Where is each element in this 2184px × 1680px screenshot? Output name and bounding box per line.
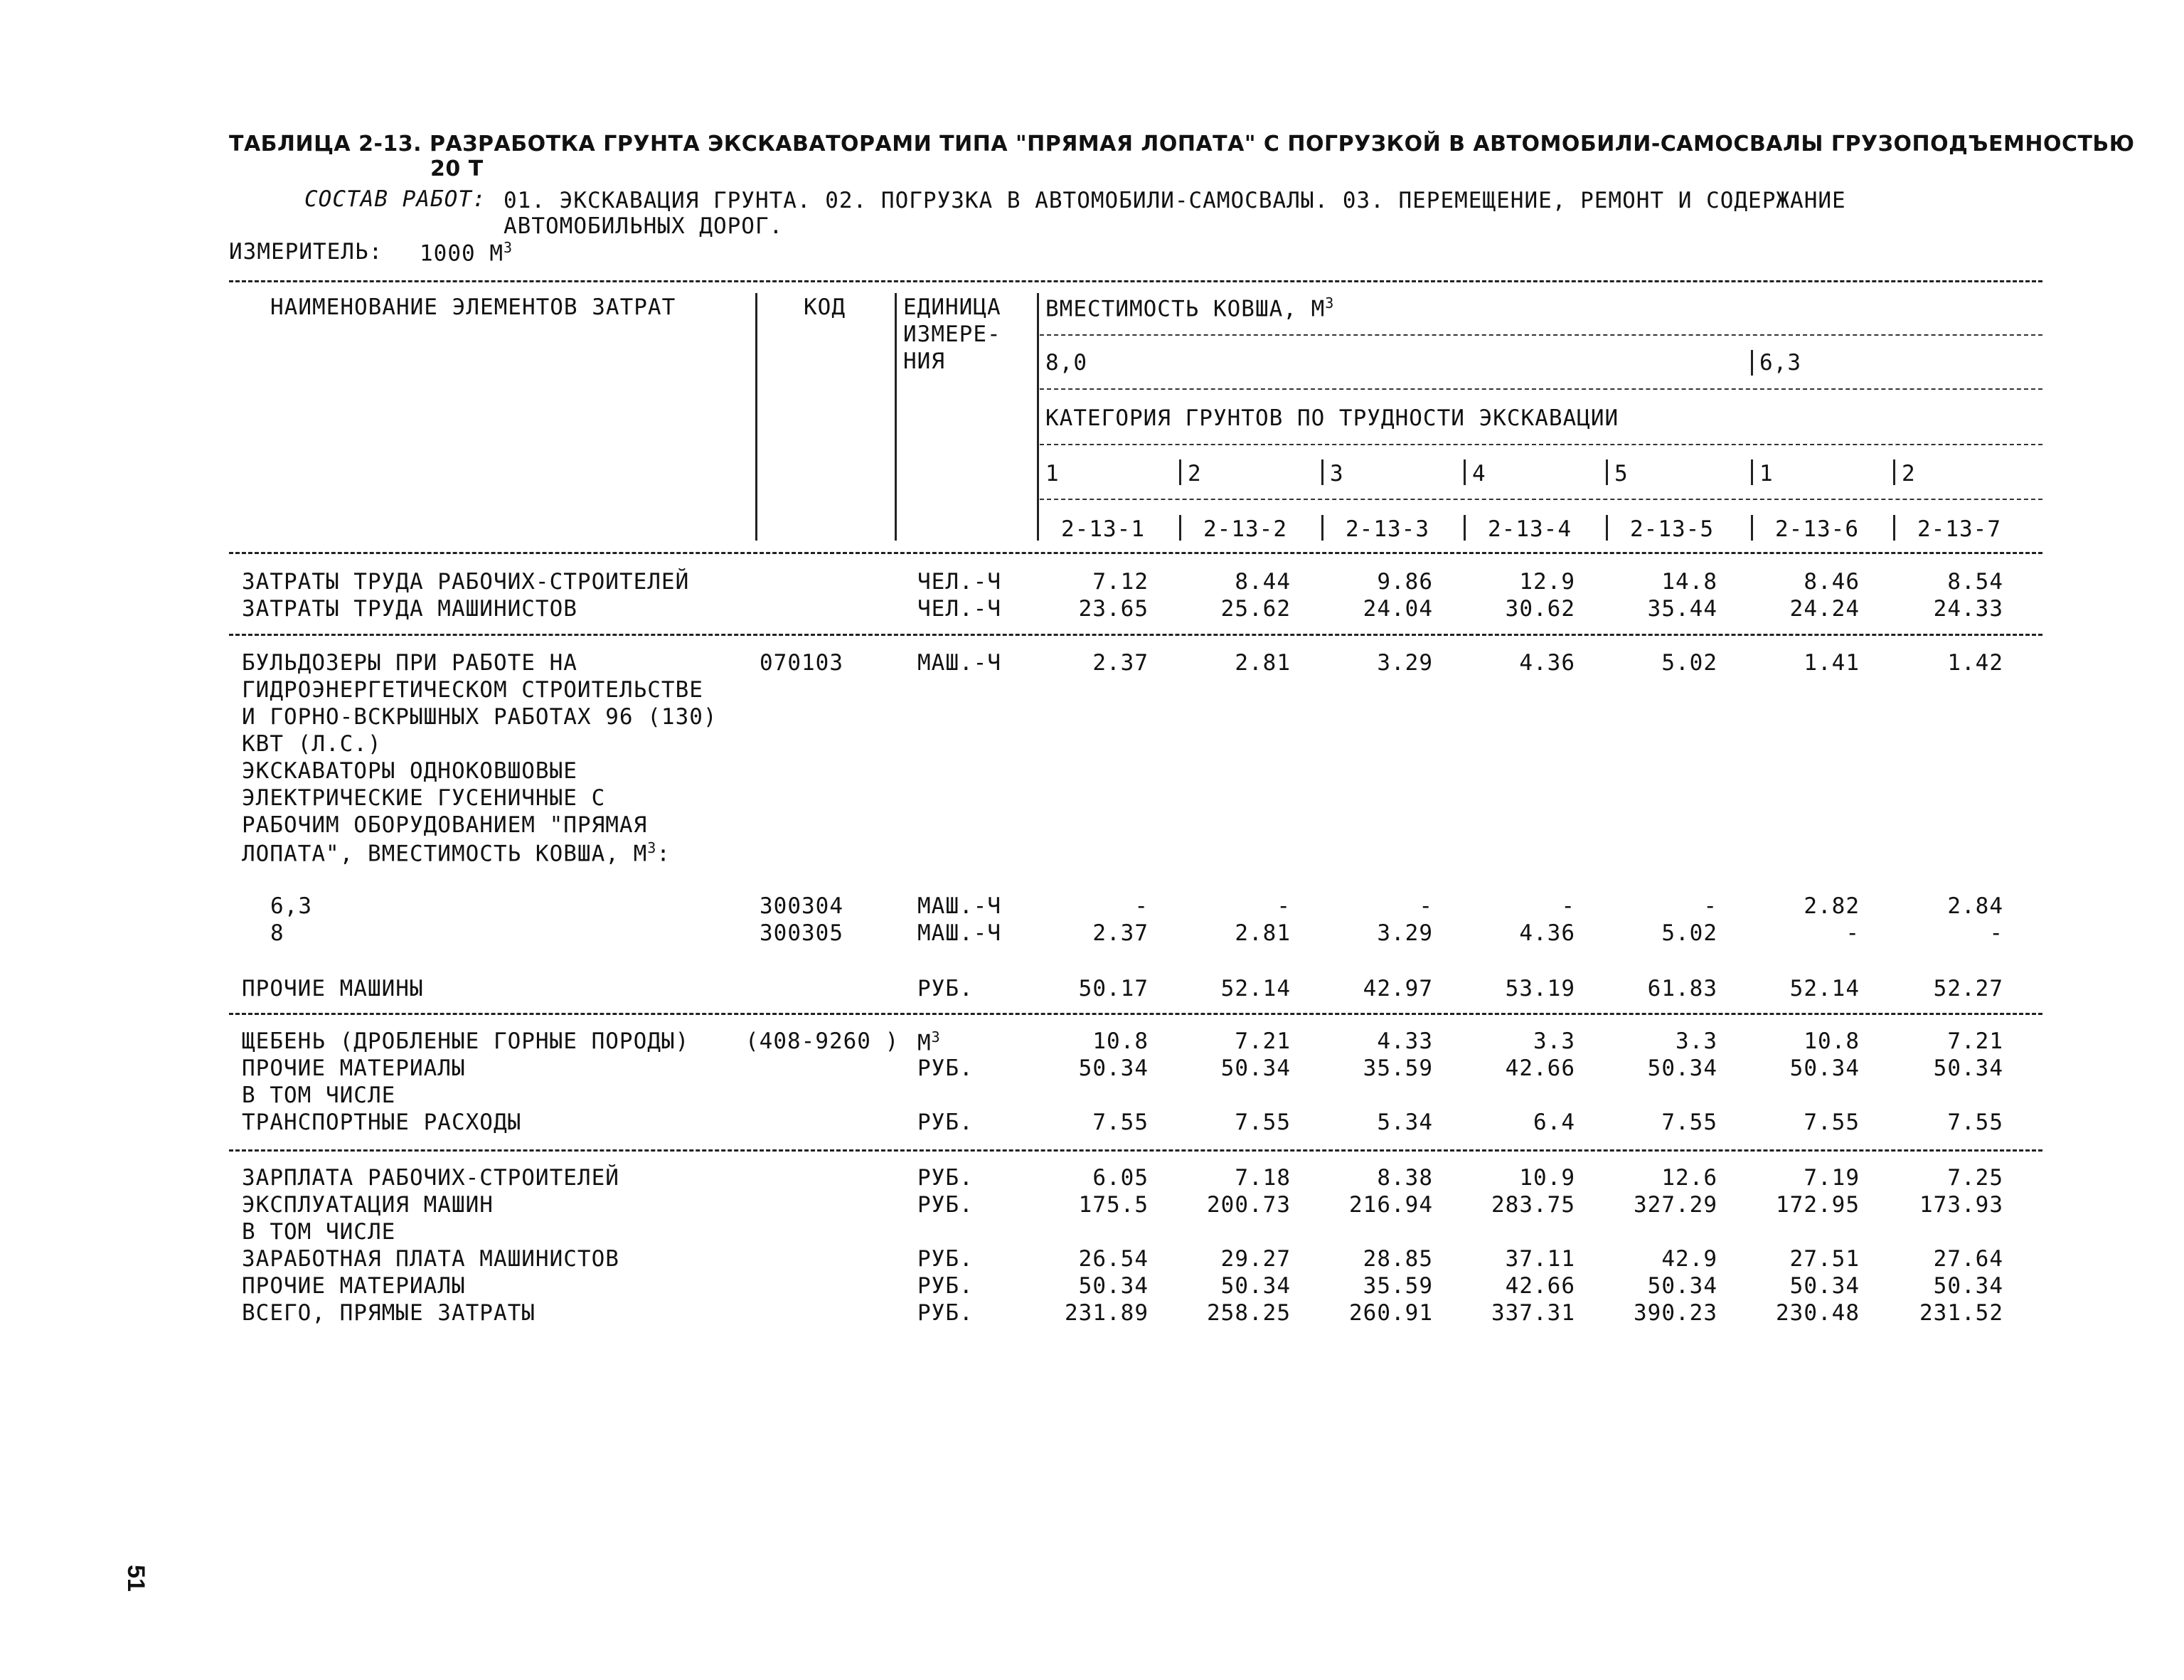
row-name — [242, 758, 577, 784]
row-unit-text: МАШ.-Ч — [917, 920, 1001, 946]
row-name-text: ЗАРПЛАТА РАБОЧИХ-СТРОИТЕЛЕЙ — [242, 1165, 619, 1191]
row-value-col2: 52.14 — [1220, 976, 1291, 1001]
header-vline-cat7 — [1893, 459, 1895, 485]
row-value-col6: 1.41 — [1804, 650, 1860, 676]
header-vline-code4 — [1464, 515, 1466, 541]
row-value-col4: 42.66 — [1505, 1273, 1575, 1299]
row-value-col7: 173.93 — [1919, 1192, 2003, 1218]
row-value-col6: 27.51 — [1789, 1246, 1860, 1272]
row-value-col5: - — [1703, 893, 1717, 919]
header-name: НАИМЕНОВАНИЕ ЭЛЕМЕНТОВ ЗАТРАТ — [270, 294, 676, 320]
row-unit — [917, 1056, 974, 1081]
header-category-6: 1 — [1759, 461, 1774, 487]
work-composition-label: СОСТАВ РАБОТ: — [304, 186, 486, 212]
header-vline-code7 — [1893, 515, 1895, 541]
row-value-col5: 50.34 — [1647, 1056, 1717, 1081]
row-name-text: ЭКСКАВАТОРЫ ОДНОКОВШОВЫЕ — [242, 758, 577, 784]
header-vline-code5 — [1606, 515, 1608, 541]
row-value-col2: 50.34 — [1220, 1056, 1291, 1081]
header-code-3: 2-13-3 — [1346, 516, 1429, 542]
row-name-text: ВСЕГО, ПРЯМЫЕ ЗАТРАТЫ — [242, 1300, 536, 1326]
row-name — [242, 677, 703, 703]
header-vline-cat3 — [1321, 459, 1323, 485]
row-value-col5: 3.3 — [1676, 1028, 1717, 1054]
measure-label: ИЗМЕРИТЕЛЬ: — [229, 239, 383, 265]
row-name — [242, 1083, 395, 1108]
row-value-col4: 337.31 — [1491, 1300, 1575, 1326]
row-value-col1: 50.17 — [1078, 976, 1149, 1001]
row-value-col2: 7.18 — [1235, 1165, 1291, 1191]
header-capacity-8: 8,0 — [1045, 350, 1087, 376]
row-name — [242, 1056, 466, 1081]
row-name — [242, 839, 671, 866]
work-composition-text2: АВТОМОБИЛЬНЫХ ДОРОГ. — [504, 213, 784, 239]
row-value-col7: 50.34 — [1933, 1273, 2003, 1299]
row-name-text: 6,3 — [270, 893, 312, 919]
row-name — [242, 1273, 466, 1299]
row-value-col3: 35.59 — [1363, 1273, 1433, 1299]
row-value-col6: 50.34 — [1789, 1273, 1860, 1299]
row-value-col4: 6.4 — [1533, 1110, 1575, 1135]
header-subline-2 — [1040, 388, 2042, 390]
header-category: КАТЕГОРИЯ ГРУНТОВ ПО ТРУДНОСТИ ЭКСКАВАЦИИ — [1045, 405, 1619, 431]
measure-value — [420, 239, 513, 266]
header-vline-code3 — [1321, 515, 1323, 541]
header-vline-code — [755, 293, 757, 541]
row-value-col2: 200.73 — [1207, 1192, 1291, 1218]
row-name-text: ЩЕБЕНЬ (ДРОБЛЕНЫЕ ГОРНЫЕ ПОРОДЫ) — [242, 1028, 690, 1054]
row-name — [242, 1246, 619, 1272]
header-subline-1 — [1040, 334, 2042, 336]
row-name — [242, 596, 577, 622]
row-value-col6: 7.55 — [1804, 1110, 1860, 1135]
row-value-col4: 4.36 — [1519, 650, 1575, 676]
row-name — [242, 650, 577, 676]
row-value-col7: 2.84 — [1947, 893, 2003, 919]
row-value-col5: 327.29 — [1634, 1192, 1717, 1218]
row-value-col5: 7.55 — [1661, 1110, 1717, 1135]
row-value-col2: 2.81 — [1235, 920, 1291, 946]
row-name-text: ПРОЧИЕ МАТЕРИАЛЫ — [242, 1273, 466, 1299]
row-name-text: БУЛЬДОЗЕРЫ ПРИ РАБОТЕ НА — [242, 650, 577, 676]
row-code: 300305 — [760, 920, 843, 946]
row-name — [242, 704, 718, 730]
row-value-col7: 7.21 — [1947, 1028, 2003, 1054]
row-unit — [917, 1300, 974, 1326]
separator-after-materials — [229, 1149, 2042, 1152]
row-value-col5: 61.83 — [1647, 976, 1717, 1001]
row-name — [242, 976, 424, 1001]
row-value-col4: 53.19 — [1505, 976, 1575, 1001]
row-name-text: ЛОПАТА", ВМЕСТИМОСТЬ КОВША, М — [242, 841, 648, 867]
row-value-col6: 8.46 — [1804, 569, 1860, 595]
row-value-col7: 8.54 — [1947, 569, 2003, 595]
row-value-col4: 12.9 — [1519, 569, 1575, 595]
row-value-col2: 7.55 — [1235, 1110, 1291, 1135]
row-name — [242, 569, 689, 595]
row-unit — [917, 1165, 974, 1191]
row-name-text: ЭЛЕКТРИЧЕСКИЕ ГУСЕНИЧНЫЕ С — [242, 785, 606, 811]
row-unit-text: РУБ. — [917, 1056, 974, 1081]
row-value-col6: 24.24 — [1789, 596, 1860, 622]
row-unit-text: МАШ.-Ч — [917, 893, 1001, 919]
row-value-col4: 283.75 — [1491, 1192, 1575, 1218]
row-name-text: КВТ (Л.С.) — [242, 731, 382, 757]
measure-value-text: 1000 М — [420, 240, 504, 267]
header-code-2: 2-13-2 — [1203, 516, 1287, 542]
header-category-2: 2 — [1188, 461, 1202, 487]
row-unit-text: РУБ. — [917, 1165, 974, 1191]
measure-sup: 3 — [503, 239, 513, 256]
row-name-sup: 3 — [647, 839, 657, 856]
header-capacity-6-3: 6,3 — [1759, 350, 1801, 376]
header-bucket — [1045, 294, 1334, 321]
row-name-text: ТРАНСПОРТНЫЕ РАСХОДЫ — [242, 1110, 522, 1135]
row-name-text: В ТОМ ЧИСЛЕ — [242, 1083, 396, 1108]
header-vline-code2 — [1179, 515, 1181, 541]
row-value-col7: 7.25 — [1947, 1165, 2003, 1191]
row-unit-text: ЧЕЛ.-Ч — [917, 569, 1001, 595]
row-value-col2: 2.81 — [1235, 650, 1291, 676]
row-value-col3: 216.94 — [1349, 1192, 1433, 1218]
header-vline-values — [1037, 293, 1039, 541]
row-value-col1: 23.65 — [1078, 596, 1149, 622]
row-value-col3: 3.29 — [1377, 650, 1433, 676]
row-code: (408-9260 ) — [745, 1028, 900, 1054]
row-value-col2: 258.25 — [1207, 1300, 1291, 1326]
page-number: 51 — [122, 1565, 149, 1592]
row-unit-text: РУБ. — [917, 976, 974, 1001]
header-vline-cat5 — [1606, 459, 1608, 485]
row-name-text: ЗАТРАТЫ ТРУДА МАШИНИСТОВ — [242, 596, 577, 622]
row-unit — [917, 1110, 974, 1135]
row-name-text: РАБОЧИМ ОБОРУДОВАНИЕМ "ПРЯМАЯ — [242, 812, 648, 838]
row-value-col5: 42.9 — [1661, 1246, 1717, 1272]
row-value-col2: - — [1277, 893, 1291, 919]
row-value-col6: 50.34 — [1789, 1056, 1860, 1081]
header-vline-cap2 — [1751, 350, 1753, 376]
row-value-col3: 42.97 — [1363, 976, 1433, 1001]
row-value-col3: 260.91 — [1349, 1300, 1433, 1326]
header-subline-4 — [1040, 499, 2042, 500]
row-value-col5: 14.8 — [1661, 569, 1717, 595]
row-unit — [917, 1273, 974, 1299]
row-value-col7: 231.52 — [1919, 1300, 2003, 1326]
row-value-col7: - — [1989, 920, 2003, 946]
header-code-5: 2-13-5 — [1630, 516, 1714, 542]
row-name-text: ЭКСПЛУАТАЦИЯ МАШИН — [242, 1192, 494, 1218]
row-value-col1: 175.5 — [1078, 1192, 1149, 1218]
row-value-col1: 10.8 — [1092, 1028, 1149, 1054]
row-value-col6: 52.14 — [1789, 976, 1860, 1001]
row-name-text: ПРОЧИЕ МАТЕРИАЛЫ — [242, 1056, 466, 1081]
row-value-col5: 5.02 — [1661, 650, 1717, 676]
row-value-col1: 7.12 — [1092, 569, 1149, 595]
row-value-col1: 6.05 — [1092, 1165, 1149, 1191]
row-unit-text: МАШ.-Ч — [917, 650, 1001, 676]
row-name-text: 8 — [270, 920, 284, 946]
row-value-col5: 35.44 — [1647, 596, 1717, 622]
header-category-7: 2 — [1902, 461, 1916, 487]
row-value-col7: 24.33 — [1933, 596, 2003, 622]
row-value-col3: 28.85 — [1363, 1246, 1433, 1272]
row-value-col2: 8.44 — [1235, 569, 1291, 595]
header-category-5: 5 — [1614, 461, 1629, 487]
header-code: КОД — [804, 294, 846, 320]
row-value-col2: 7.21 — [1235, 1028, 1291, 1054]
header-unit-line1: ЕДИНИЦА — [903, 294, 1001, 320]
row-name — [242, 812, 647, 838]
row-name-text: И ГОРНО-ВСКРЫШНЫХ РАБОТАХ 96 (130) — [242, 704, 718, 730]
row-unit — [917, 1246, 974, 1272]
row-unit — [917, 920, 1001, 946]
row-value-col4: 3.3 — [1533, 1028, 1575, 1054]
row-value-col3: 8.38 — [1377, 1165, 1433, 1191]
header-code-6: 2-13-6 — [1775, 516, 1859, 542]
header-code-4: 2-13-4 — [1488, 516, 1572, 542]
header-bucket-text: ВМЕСТИМОСТЬ КОВША, М — [1045, 296, 1326, 322]
row-value-col1: 26.54 — [1078, 1246, 1149, 1272]
row-value-col1: 2.37 — [1092, 920, 1149, 946]
row-name — [242, 1165, 619, 1191]
row-name — [242, 1300, 536, 1326]
row-value-col5: 5.02 — [1661, 920, 1717, 946]
header-vline-code6 — [1751, 515, 1753, 541]
row-name-tail: : — [656, 841, 671, 867]
row-unit-text: РУБ. — [917, 1300, 974, 1326]
row-value-col3: 24.04 — [1363, 596, 1433, 622]
row-unit-text: РУБ. — [917, 1192, 974, 1218]
row-value-col6: - — [1845, 920, 1860, 946]
row-name-text: ПРОЧИЕ МАШИНЫ — [242, 976, 424, 1001]
row-value-col1: - — [1134, 893, 1149, 919]
row-unit — [917, 976, 974, 1001]
row-unit-text: РУБ. — [917, 1110, 974, 1135]
row-name-text: В ТОМ ЧИСЛЕ — [242, 1219, 396, 1245]
row-value-col3: 5.34 — [1377, 1110, 1433, 1135]
row-value-col4: - — [1561, 893, 1575, 919]
header-vline-cat4 — [1464, 459, 1466, 485]
header-unit-line3: НИЯ — [903, 349, 945, 374]
row-value-col3: 3.29 — [1377, 920, 1433, 946]
row-value-col6: 230.48 — [1776, 1300, 1860, 1326]
row-name — [242, 1219, 395, 1245]
row-name — [242, 1192, 494, 1218]
row-unit-text: РУБ. — [917, 1246, 974, 1272]
header-subline-3 — [1040, 444, 2042, 445]
row-name — [242, 731, 382, 757]
row-value-col6: 7.19 — [1804, 1165, 1860, 1191]
table-title-line2: 20 Т — [430, 156, 484, 181]
row-value-col7: 50.34 — [1933, 1056, 2003, 1081]
row-name — [270, 893, 312, 919]
row-value-col7: 1.42 — [1947, 650, 2003, 676]
row-unit — [917, 596, 1001, 622]
row-name-text: ГИДРОЭНЕРГЕТИЧЕСКОМ СТРОИТЕЛЬСТВЕ — [242, 677, 703, 703]
row-value-col3: 35.59 — [1363, 1056, 1433, 1081]
row-value-col2: 25.62 — [1220, 596, 1291, 622]
row-unit — [917, 1028, 941, 1056]
row-value-col1: 2.37 — [1092, 650, 1149, 676]
row-value-col3: - — [1419, 893, 1433, 919]
row-unit-text: РУБ. — [917, 1273, 974, 1299]
separator-after-machines — [229, 1013, 2042, 1015]
row-unit — [917, 893, 1001, 919]
row-value-col5: 390.23 — [1634, 1300, 1717, 1326]
table-title-line1: ТАБЛИЦА 2-13. РАЗРАБОТКА ГРУНТА ЭКСКАВАТОРАМИ ТИПА "ПРЯМАЯ ЛОПАТА" С ПОГРУЗКОЙ В АВТОМОБИЛИ-САМОСВАЛЫ ГРУЗОПОДЪЕМНОСТЬЮ — [229, 132, 2135, 156]
row-value-col1: 7.55 — [1092, 1110, 1149, 1135]
row-value-col4: 10.9 — [1519, 1165, 1575, 1191]
row-code: 070103 — [760, 650, 843, 676]
row-value-col6: 172.95 — [1776, 1192, 1860, 1218]
row-value-col6: 2.82 — [1804, 893, 1860, 919]
row-value-col2: 50.34 — [1220, 1273, 1291, 1299]
row-unit — [917, 569, 1001, 595]
header-category-4: 4 — [1472, 461, 1486, 487]
header-bucket-sup: 3 — [1325, 294, 1335, 312]
work-composition-text1: 01. ЭКСКАВАЦИЯ ГРУНТА. 02. ПОГРУЗКА В АВТОМОБИЛИ-САМОСВАЛЫ. 03. ПЕРЕМЕЩЕНИЕ, РЕМОНТ И СОДЕРЖАНИЕ — [504, 188, 1846, 213]
row-name — [242, 1110, 521, 1135]
separator-top — [229, 280, 2042, 282]
row-value-col6: 10.8 — [1804, 1028, 1860, 1054]
row-unit-sup: 3 — [931, 1028, 941, 1046]
row-value-col2: 29.27 — [1220, 1246, 1291, 1272]
row-value-col3: 9.86 — [1377, 569, 1433, 595]
row-value-col7: 52.27 — [1933, 976, 2003, 1001]
row-unit-text: М — [917, 1030, 932, 1056]
row-value-col7: 7.55 — [1947, 1110, 2003, 1135]
row-value-col1: 50.34 — [1078, 1056, 1149, 1081]
header-vline-cat2 — [1179, 459, 1181, 485]
separator-after-labor — [229, 634, 2042, 636]
row-value-col4: 4.36 — [1519, 920, 1575, 946]
row-code: 300304 — [760, 893, 843, 919]
row-value-col5: 12.6 — [1661, 1165, 1717, 1191]
row-name-text: ЗАРАБОТНАЯ ПЛАТА МАШИНИСТОВ — [242, 1246, 619, 1272]
header-category-3: 3 — [1330, 461, 1344, 487]
header-vline-unit — [895, 293, 897, 541]
row-name — [242, 785, 605, 811]
header-vline-cat6 — [1751, 459, 1753, 485]
row-value-col4: 42.66 — [1505, 1056, 1575, 1081]
row-unit — [917, 650, 1001, 676]
row-name-text: ЗАТРАТЫ ТРУДА РАБОЧИХ-СТРОИТЕЛЕЙ — [242, 569, 690, 595]
row-value-col4: 37.11 — [1505, 1246, 1575, 1272]
row-value-col7: 27.64 — [1933, 1246, 2003, 1272]
header-code-7: 2-13-7 — [1917, 516, 2001, 542]
row-name — [270, 920, 284, 946]
header-unit-line2: ИЗМЕРЕ- — [903, 321, 1001, 347]
header-category-1: 1 — [1045, 461, 1060, 487]
row-unit — [917, 1192, 974, 1218]
row-name — [242, 1028, 689, 1054]
row-unit-text: ЧЕЛ.-Ч — [917, 596, 1001, 622]
header-code-1: 2-13-1 — [1061, 516, 1145, 542]
row-value-col5: 50.34 — [1647, 1273, 1717, 1299]
separator-header-bottom — [229, 552, 2042, 554]
row-value-col4: 30.62 — [1505, 596, 1575, 622]
row-value-col1: 231.89 — [1065, 1300, 1149, 1326]
row-value-col3: 4.33 — [1377, 1028, 1433, 1054]
row-value-col1: 50.34 — [1078, 1273, 1149, 1299]
